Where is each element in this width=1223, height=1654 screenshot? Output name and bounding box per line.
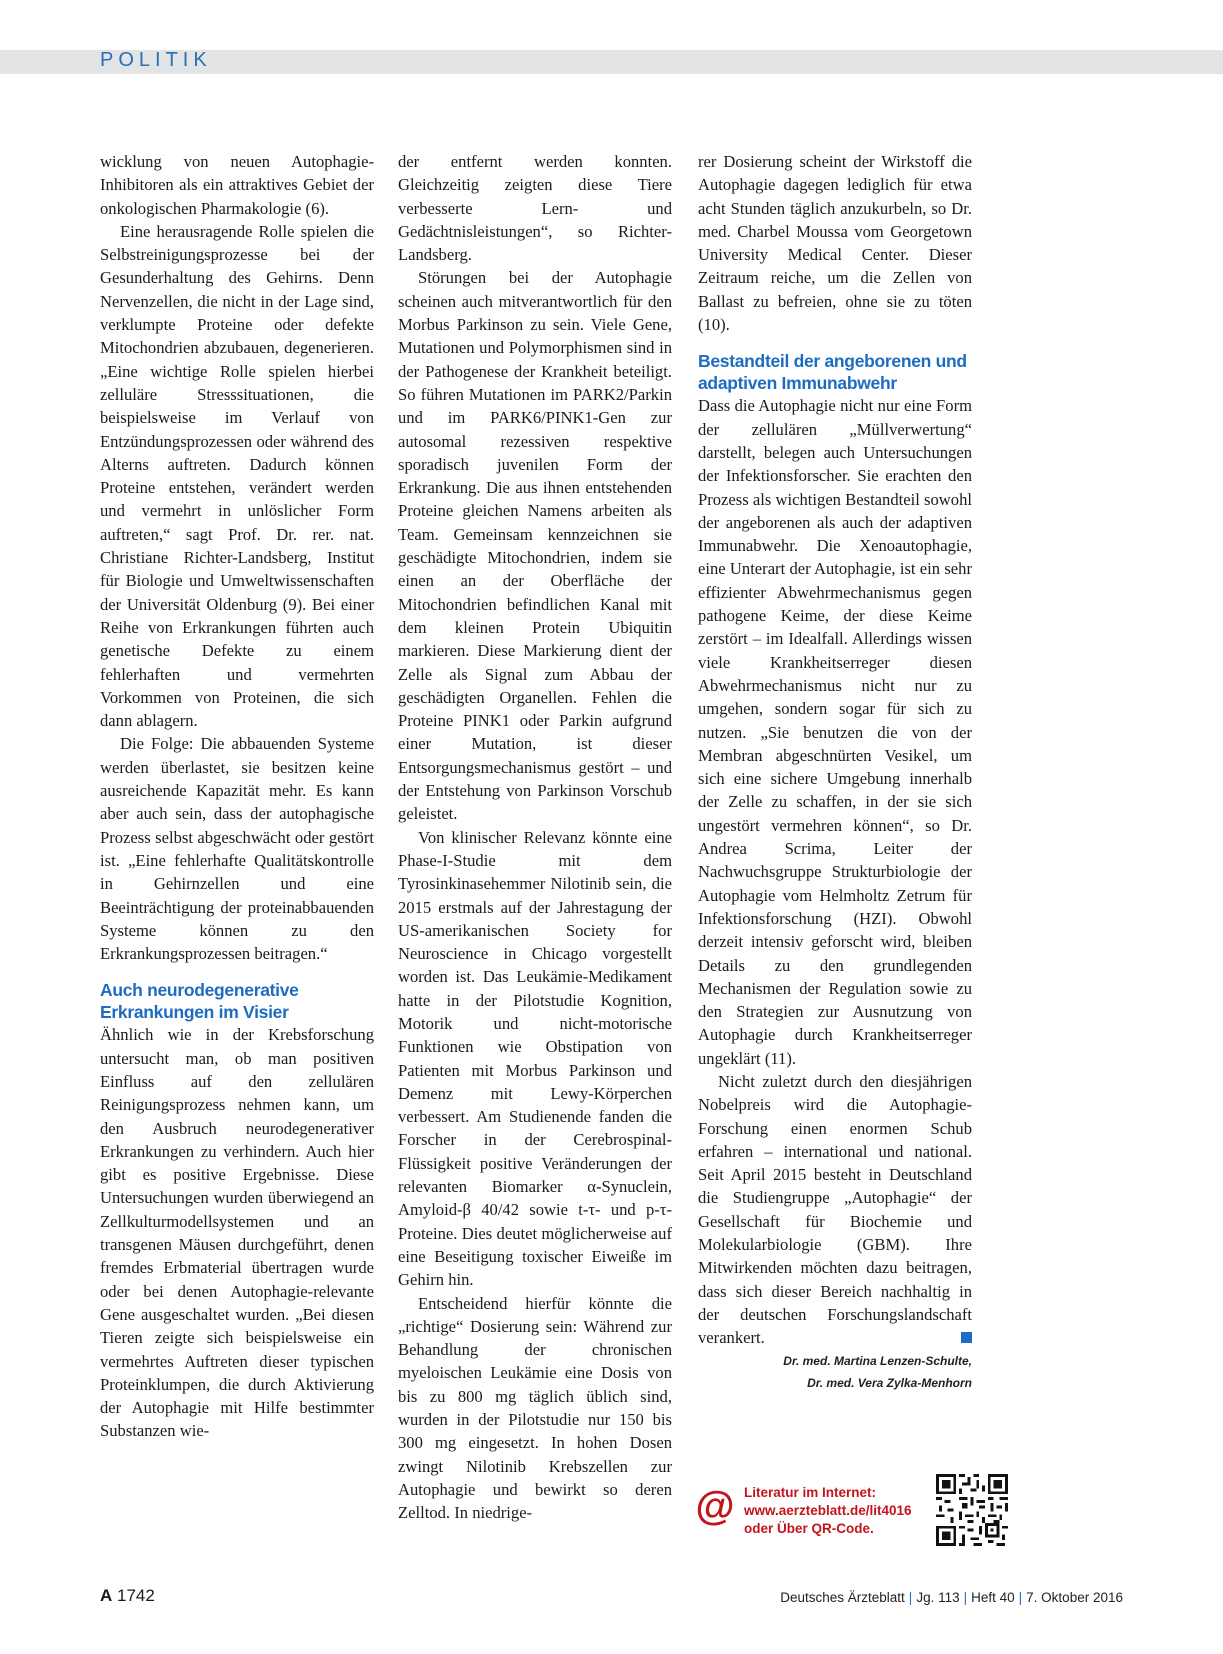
literature-qr-note: oder Über QR-Code.: [744, 1521, 874, 1536]
paragraph: Dass die Autophagie nicht nur eine Form der zellulären „Müllverwertung“ darstellt, belegen auch Untersuchungen der Infektionsforscher. Sie erachten den Prozess als wichtigen Bestandteil sowohl der angeborenen als auch der adaptiven Immunabwehr. Die Xenoautophagie, eine Unterart der Autophagie, ist ein sehr effizienter Abwehrmechanismus gegen pathogene Keime, der diese Keime zerstört – im Idealfall. Allerdings wissen viele Krankheitserreger diesen Abwehrmechanismus nicht nur zu umgehen, sondern sogar für sich zu nutzen. „Sie benutzen die von der Membran abgeschnürten Vesikel, um sich eine sichere Umgebung innerhalb der Zelle zu schaffen, in der sie sich ungestört vermehren können“, so Dr. Andrea Scrima, Leiter der Nachwuchsgruppe Strukturbiologie der Autophagie vom Helmholtz Zetrum für Infektionsforschung (HZI). Obwohl derzeit intensiv geforscht wird, bleiben Details zu den grundlegenden Mechanismen der Regulation sowie zu den Strategien zur Ausnutzung von Autophagie durch Krankheitserreger ungeklärt (11).: [698, 396, 972, 1068]
date: 7. Oktober 2016: [1026, 1590, 1123, 1605]
separator: |: [963, 1590, 968, 1605]
at-sign-icon: [694, 1486, 736, 1528]
paragraph-text: Nicht zuletzt durch den diesjährigen Nobelpreis wird die Autophagie-Forschung einen enormen Schub erfahren – international und national. Seit April 2015 besteht in Deutschland die Studiengruppe „Autophagie“ der Gesellschaft für Biochemie und Molekularbiologie (GBM). Ihre Mitwirkenden möchten dazu beitragen, dass sich dieser Bereich nachhaltig in der deutschen Forschungslandschaft verankert.: [698, 1071, 972, 1348]
qr-code-icon[interactable]: [936, 1474, 1008, 1546]
subheading: Bestandteil der angeborenen und adaptiven Immunabwehr: [698, 351, 967, 394]
paragraph: der entfernt werden konnten. Gleichzeitig zeigten diese Tiere verbesserte Lern- und Gedächtnisleistungen“, so Richter-Landsberg.: [398, 152, 672, 265]
section-label: POLITIK: [100, 49, 212, 71]
journal-name: Deutsches Ärzteblatt: [780, 1590, 905, 1605]
author-line-2: Dr. med. Vera Zylka-Menhorn: [807, 1375, 972, 1390]
literature-box: [694, 1474, 1014, 1560]
author-line-1: Dr. med. Martina Lenzen-Schulte,: [783, 1353, 972, 1368]
paragraph-last: [698, 1070, 972, 1350]
journal-info: [780, 1590, 1123, 1605]
paragraph: wicklung von neuen Autophagie-Inhibitoren als ein attraktives Gebiet der onkologischen Pharmakologie (6).: [100, 152, 374, 218]
subheading: Auch neurodegenerative Erkrankungen im Visier: [100, 980, 299, 1023]
paragraph: Ähnlich wie in der Krebsforschung untersucht man, ob man positiven Einfluss auf den zellulären Reinigungsprozess nehmen kann, um den Ausbruch neurodegenerativer Erkrankungen zu verhindern. Auch hier gibt es positive Ergebnisse. Diese Untersuchungen wurden überwiegend an Zellkulturmodellsystemen und an transgenen Mäusen durchgeführt, denen fremdes Erbmaterial übertragen wurde oder bei denen Autophagie-relevante Gene ausgeschaltet wurden. „Bei diesen Tieren zeigte sich beispielsweise ein vermehrtes Auftreten dieser typischen Proteinklumpen, die durch Aktivierung der Autophagie mit Hilfe bestimmter Substanzen wie-: [100, 1025, 374, 1441]
literature-link[interactable]: www.aerzteblatt.de/lit4016: [744, 1503, 912, 1518]
column-2: [398, 150, 672, 1525]
author-credits: [698, 1350, 972, 1394]
column-1: [100, 150, 374, 1443]
literature-text: [744, 1484, 912, 1538]
page-prefix: A: [100, 1586, 113, 1605]
issue: Heft 40: [971, 1590, 1015, 1605]
paragraph: Die Folge: Die abbauenden Systeme werden überlastet, sie besitzen keine ausreichende Kapazität mehr. Es kann aber auch sein, dass der autophagische Prozess selbst abgeschwächt oder gestört ist. „Eine fehlerhafte Qualitätskontrolle in Gehirnzellen und eine Beeinträchtigung der proteinabbauenden Systeme können zu den Erkrankungsprozessen beitragen.“: [100, 734, 374, 964]
volume: Jg. 113: [916, 1590, 960, 1605]
end-mark-icon: [961, 1332, 972, 1343]
page-number: [100, 1586, 155, 1606]
paragraph: Eine herausragende Rolle spielen die Selbstreinigungsprozesse bei der Gesunderhaltung des Gehirns. Denn Nervenzellen, die nicht in der Lage sind, verklumpte Proteine oder defekte Mitochondrien abzubauen, degenerieren. „Eine wichtige Rolle spielen hierbei zelluläre Stresssituationen, die beispielsweise im Verlauf von Entzündungsprozessen oder während des Alterns auftreten. Dadurch können Proteine entstehen, verändert werden und vermehrt in unlöslicher Form auftreten,“ sagt Prof. Dr. rer. nat. Christiane Richter-Landsberg, Institut für Biologie und Umweltwissenschaften der Universität Oldenburg (9). Bei einer Reihe von Erkrankungen führten auch genetische Defekte zu einem fehlerhaften und vermehrten Vorkommen von Proteinen, die sich dann ablagern.: [100, 221, 374, 731]
literature-label: Literatur im Internet:: [744, 1485, 877, 1500]
page-number-value: 1742: [117, 1586, 155, 1605]
svg-text:@: @: [695, 1486, 735, 1528]
paragraph: Störungen bei der Autophagie scheinen auch mitverantwortlich für den Morbus Parkinson zu sein. Viele Gene, Mutationen und Polymorphismen sind in der Pathogenese der Krankheit beteiligt. So führen Mutationen im PARK2/Parkin und im PARK6/PINK1-Gen zur autosomal rezessiven respektive sporadisch juvenilen Form der Erkrankung. Die aus ihnen entstehenden Proteine gleichen Namens arbeiten als Team. Gemeinsam kennzeichnen sie geschädigte Mitochondrien, indem sie einen an der Oberfläche der Mitochondrien befindlichen Kanal mit dem kleinen Protein Ubiquitin markieren. Diese Markierung dient der Zelle als Signal zum Abbau der geschädigten Organellen. Fehlen die Proteine PINK1 oder Parkin aufgrund einer Mutation, ist dieser Entsorgungsmechanismus gestört – und der Entstehung von Parkinson Vorschub geleistet.: [398, 268, 672, 824]
paragraph: rer Dosierung scheint der Wirkstoff die Autophagie dagegen lediglich für etwa acht Stunden täglich anzukurbeln, so Dr. med. Charbel Moussa vom Georgetown University Medical Center. Dieser Zeitraum reiche, um die Zellen von Ballast zu befreien, ohne sie zu töten (10).: [698, 152, 972, 335]
separator: |: [1018, 1590, 1023, 1605]
paragraph: Entscheidend hierfür könnte die „richtige“ Dosierung sein: Während zur Behandlung der chronischen myeloischen Leukämie eine Dosis von bis zu 800 mg täglich üblich sind, wurden in der Pilotstudie nur 150 bis 300 mg eingesetzt. In hohen Dosen zwingt Nilotinib Krebszellen zur Autophagie und bewirkt so deren Zelltod. In niedrige-: [398, 1293, 672, 1523]
column-3: [698, 150, 972, 1394]
paragraph: Von klinischer Relevanz könnte eine Phase-I-Studie mit dem Tyrosinkinasehemmer Nilotinib sein, die 2015 erstmals auf der Jahrestagung der US-amerikanischen Society for Neuroscience in Chicago vorgestellt worden ist. Das Leukämie-Medikament hatte in der Pilotstudie Kognition, Motorik und nicht-motorische Funktionen wie Obstipation von Patienten mit Morbus Parkinson und Demenz mit Lewy-Körperchen verbessert. Am Studienende fanden die Forscher in der Cerebrospinal-Flüssigkeit positive Veränderungen der relevanten Biomarker α-Synuclein, Amyloid-β 40/42 sowie t-τ- und p-τ-Proteine. Dies deutet möglicherweise auf eine Beseitigung toxischer Eiweiße im Gehirn hin.: [398, 827, 672, 1290]
separator: |: [908, 1590, 913, 1605]
